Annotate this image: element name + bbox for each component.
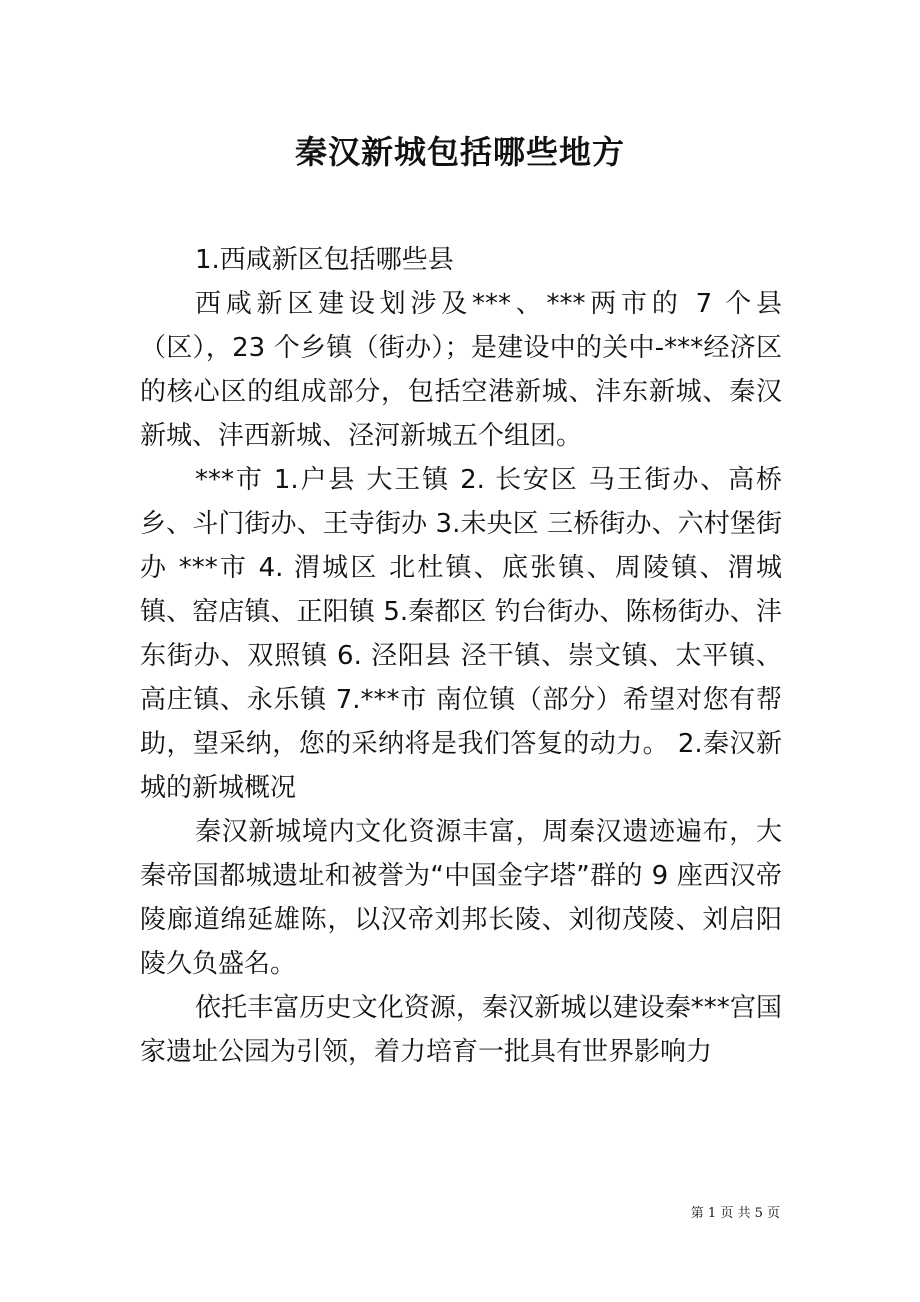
page-number-footer: 第 1 页 共 5 页 — [690, 1206, 780, 1221]
paragraph-cultural-resources: 秦汉新城境内文化资源丰富，周秦汉遗迹遍布，大秦帝国都城遗址和被誉为“中国金字塔”群的 9 座西汉帝陵廊道绵延雄陈，以汉帝刘邦长陵、刘彻茂陵、刘启阳陵久负盛名。 — [140, 817, 782, 979]
paragraph-town-list: ***市 1.户县 大王镇 2. 长安区 马王街办、高桥乡、斗门街办、王寺街办 3.未央区 三桥街办、六村堡街办 ***市 4. 渭城区 北杜镇、底张镇、周陵镇、渭城镇、窑店镇、正阳镇 5.秦都区 钓台街办、陈杨街办、沣东街办、双照镇 6. 泾阳县 泾干镇、崇文镇、太平镇、高庄镇、永乐镇 7.***市 南位镇（部分）希望对您有帮助，望采纳，您的采纳将是我们答复的动力。 2.秦汉新城的新城概况 — [140, 465, 782, 803]
paragraph-xixian-overview: 西咸新区建设划涉及***、***两市的 7 个县（区），23 个乡镇（街办）；是建设中的关中-***经济区的核心区的组成部分，包括空港新城、沣东新城、秦汉新城、沣西新城、泾河新城五个组团。 — [140, 289, 782, 451]
paragraph-heading-1: 1.西咸新区包括哪些县 — [195, 245, 454, 275]
document-title: 秦汉新城包括哪些地方 — [294, 133, 625, 171]
paragraph-heritage-park: 依托丰富历史文化资源，秦汉新城以建设秦***宫国家遗址公园为引领，着力培育一批具有世界影响力 — [140, 993, 782, 1067]
document-body — [140, 238, 782, 1074]
